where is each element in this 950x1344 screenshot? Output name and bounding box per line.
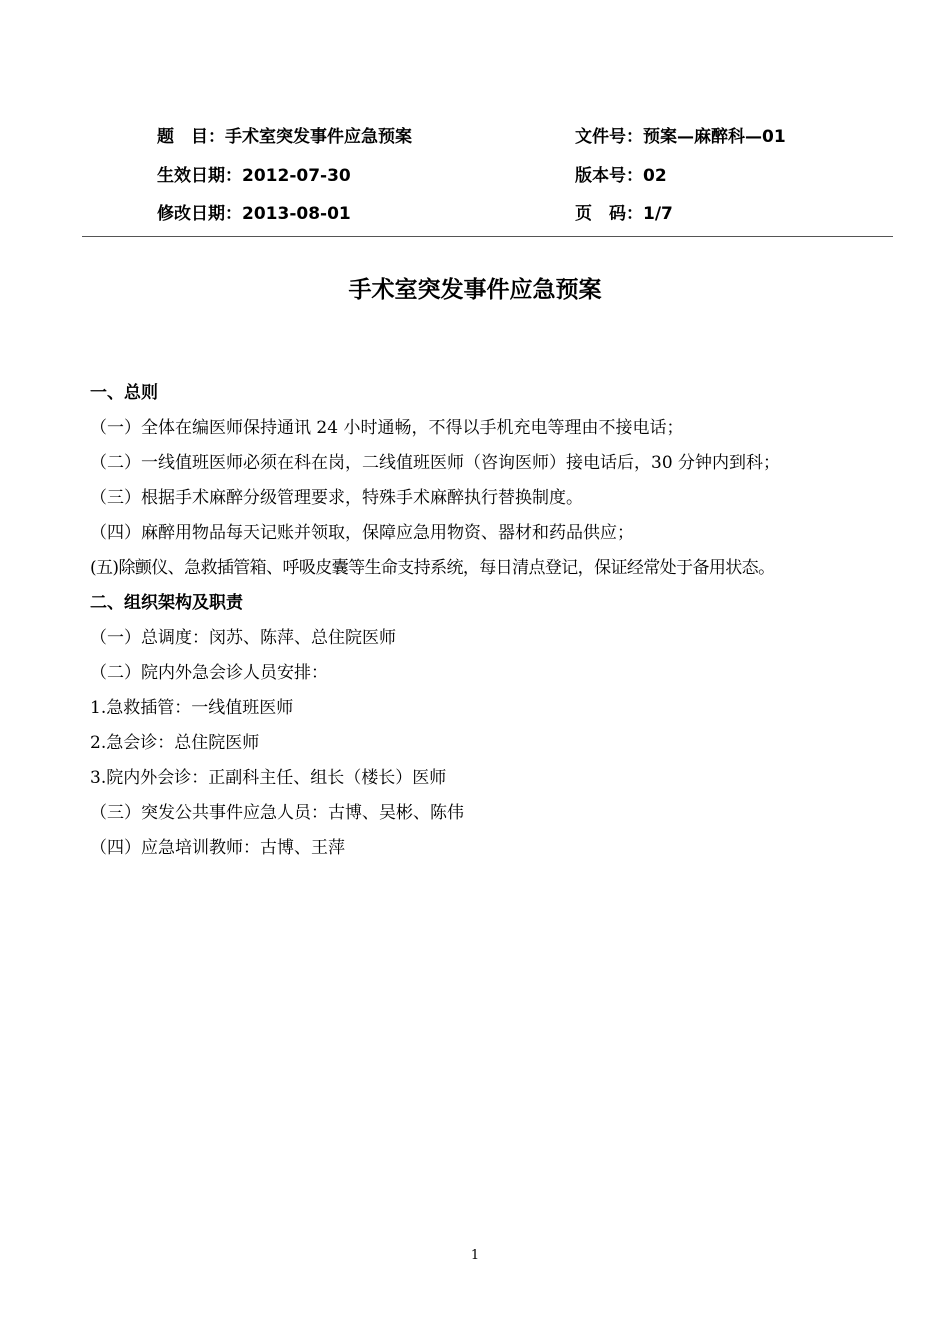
header-effective-date-value: 2012-07-30 xyxy=(242,166,351,186)
paragraph-line: 2.急会诊：总住院医师 xyxy=(90,733,260,753)
paragraph-line: 3.院内外会诊：正副科主任、组长（楼长）医师 xyxy=(90,768,447,788)
header-file-number-value: 预案—麻醉科—01 xyxy=(643,127,786,147)
paragraph-line: （一）全体在编医师保持通讯 24 小时通畅，不得以手机充电等理由不接电话； xyxy=(90,418,684,438)
paragraph-line: （四）麻醉用物品每天记账并领取，保障应急用物资、器材和药品供应； xyxy=(90,523,634,543)
header-modified-date-value: 2013-08-01 xyxy=(242,204,351,224)
paragraph-line: （三）根据手术麻醉分级管理要求，特殊手术麻醉执行替换制度。 xyxy=(90,488,583,508)
paragraph-line: 1.急救插管：一线值班医师 xyxy=(90,698,294,718)
document-header xyxy=(0,0,950,240)
header-version xyxy=(575,165,667,187)
header-page-code-label: 页 码： xyxy=(575,204,643,224)
header-effective-date xyxy=(157,165,351,187)
header-modified-date-label: 修改日期： xyxy=(157,204,242,224)
section-heading-organization: 二、组织架构及职责 xyxy=(90,593,243,613)
header-version-label: 版本号： xyxy=(575,166,643,186)
header-title-value: 手术室突发事件应急预案 xyxy=(225,127,412,147)
paragraph-line: （三）突发公共事件应急人员：古博、吴彬、陈伟 xyxy=(90,803,464,823)
header-file-number-label: 文件号： xyxy=(575,127,643,147)
header-file-number xyxy=(575,126,786,148)
document-body xyxy=(90,376,880,866)
paragraph-line: (五)除颤仪、急救插管箱、呼吸皮囊等生命支持系统，每日清点登记，保证经常处于备用状态。 xyxy=(90,558,775,578)
header-title xyxy=(157,126,412,148)
page-number: 1 xyxy=(470,1248,480,1263)
paragraph-line: （四）应急培训教师：古博、王萍 xyxy=(90,838,345,858)
header-divider xyxy=(82,236,893,237)
header-modified-date xyxy=(157,203,351,225)
header-page-code xyxy=(575,203,673,225)
paragraph-line: （二）一线值班医师必须在科在岗，二线值班医师（咨询医师）接电话后，30 分钟内到科； xyxy=(90,453,781,473)
paragraph-line: （二）院内外急会诊人员安排： xyxy=(90,663,328,683)
header-effective-date-label: 生效日期： xyxy=(157,166,242,186)
header-title-label: 题 目： xyxy=(157,127,225,147)
document-title: 手术室突发事件应急预案 xyxy=(348,277,602,303)
header-version-value: 02 xyxy=(643,166,667,186)
section-heading-general: 一、总则 xyxy=(90,383,158,403)
header-page-code-value: 1/7 xyxy=(643,204,673,224)
paragraph-line: （一）总调度：闵苏、陈萍、总住院医师 xyxy=(90,628,396,648)
